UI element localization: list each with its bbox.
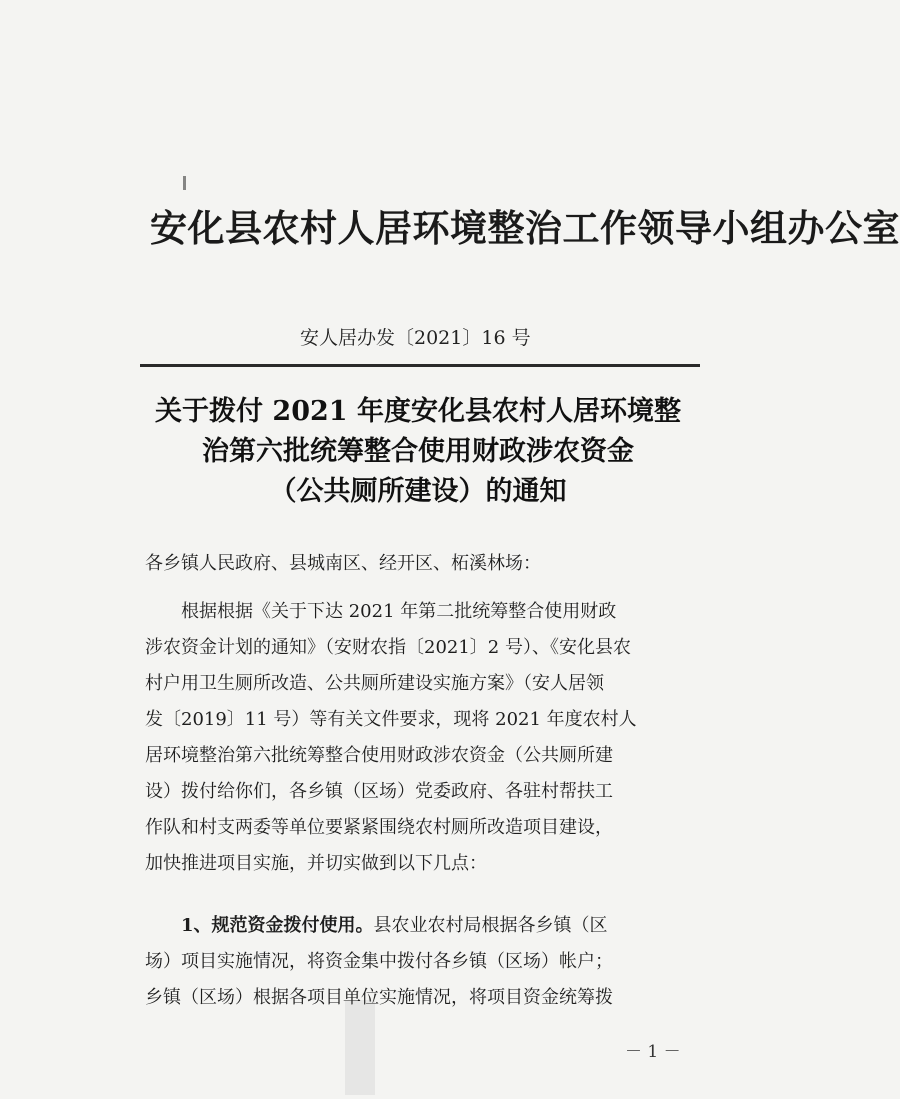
scan-smudge: [345, 1000, 375, 1095]
body-line-2: 涉农资金计划的通知》（安财农指〔2021〕2 号）、《安化县农: [145, 637, 631, 658]
body-line-7: 作队和村支两委等单位要紧紧围绕农村厕所改造项目建设，: [145, 817, 613, 838]
item-1-heading: 1、规范资金拨付使用。: [181, 915, 374, 936]
item-1-line-2: 场）项目实施情况，将资金集中拨付各乡镇（区场）帐户；: [145, 951, 613, 972]
notice-title: [148, 392, 688, 512]
item-1-paragraph: [145, 908, 700, 1016]
item-1-text-1: 县农业农村局根据各乡镇（区: [373, 915, 608, 936]
item-1-line-1: [145, 908, 700, 944]
notice-title-line-1: 关于拨付 2021 年度安化县农村人居环境整: [155, 396, 681, 427]
page-number: － 1 －: [625, 1042, 681, 1062]
body-line-6: 设）拨付给你们，各乡镇（区场）党委政府、各驻村帮扶工: [145, 781, 613, 802]
document-number: 安人居办发〔2021〕16 号: [300, 327, 531, 349]
notice-title-line-2: 治第六批统筹整合使用财政涉农资金: [202, 436, 634, 467]
body-line-1: 根据根据《关于下达 2021 年第二批统筹整合使用财政: [181, 601, 617, 622]
body-line-8: 加快推进项目实施，并切实做到以下几点：: [145, 853, 487, 874]
body-paragraph: [145, 594, 700, 882]
body-line-5: 居环境整治第六批统筹整合使用财政涉农资金（公共厕所建: [145, 745, 613, 766]
body-line-3: 村户用卫生厕所改造、公共厕所建设实施方案》（安人居领: [145, 673, 604, 694]
scan-speck: [183, 176, 186, 190]
item-1-line-3: 乡镇（区场）根据各项目单位实施情况，将项目资金统筹拨: [145, 987, 613, 1008]
addressee-line: 各乡镇人民政府、县城南区、经开区、柘溪林场：: [145, 553, 541, 574]
notice-title-line-3: （公共厕所建设）的通知: [269, 476, 567, 507]
issuing-organization-title: 安化县农村人居环境整治工作领导小组办公室: [150, 206, 900, 250]
header-divider-rule: [140, 364, 700, 367]
body-line-4: 发〔2019〕11 号）等有关文件要求，现将 2021 年度农村人: [145, 709, 637, 730]
